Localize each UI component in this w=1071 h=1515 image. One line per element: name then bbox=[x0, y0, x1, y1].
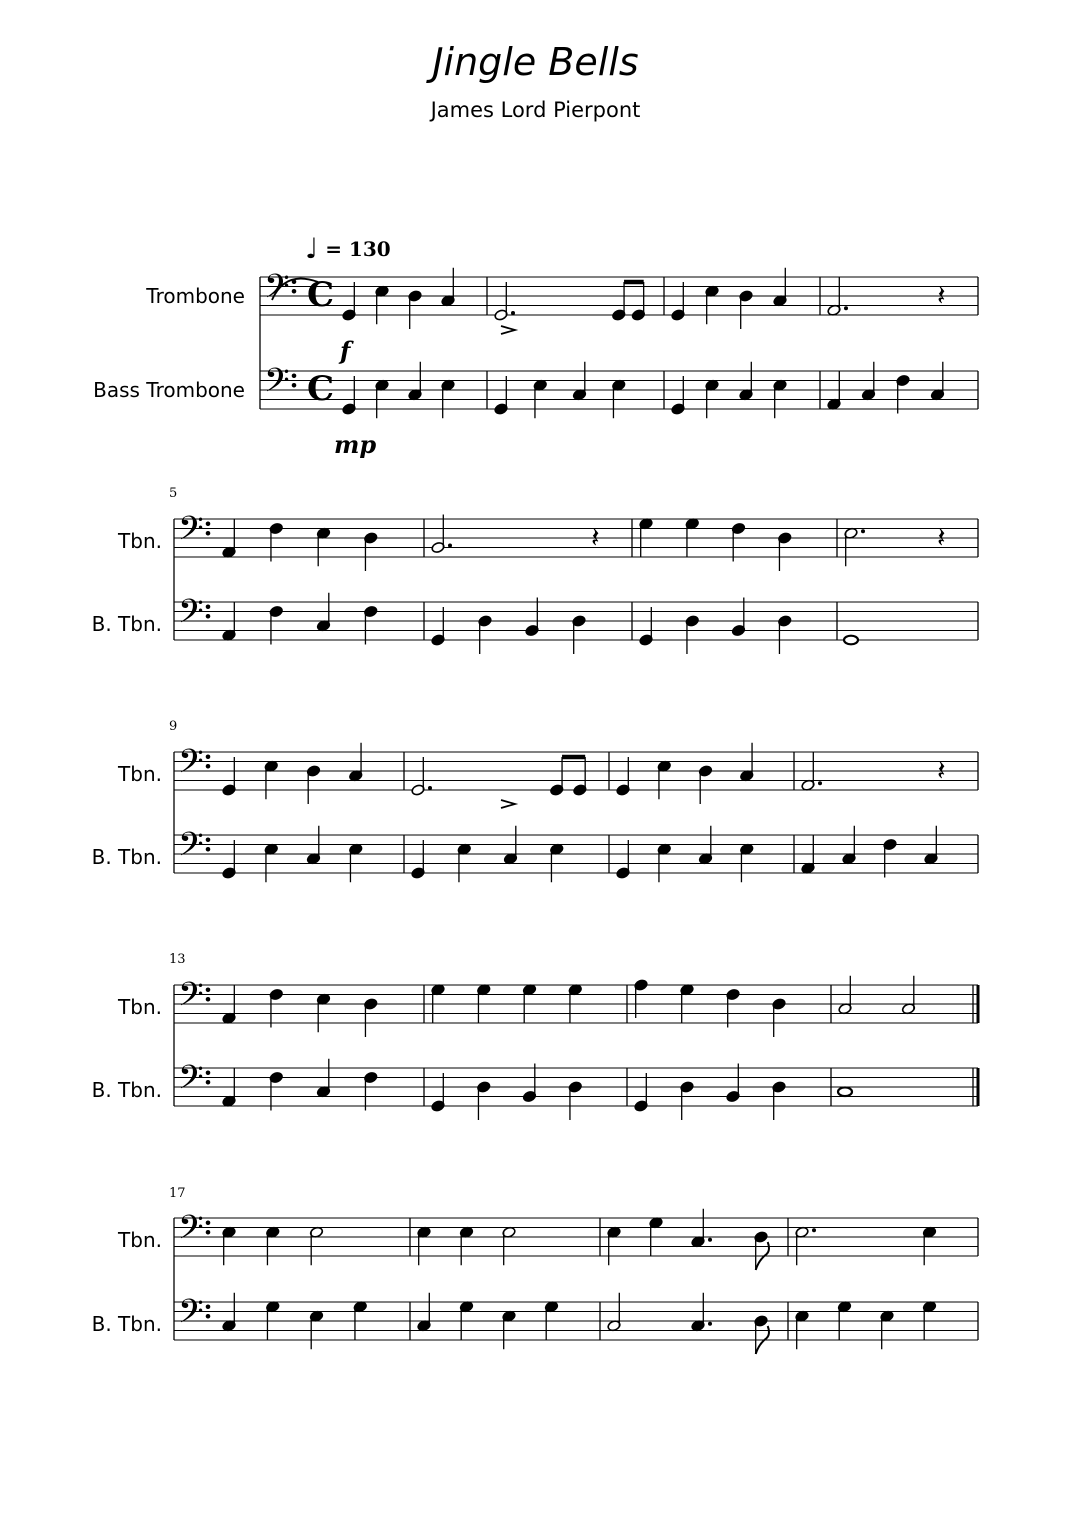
bass-clef-icon: 𝄢 bbox=[264, 268, 290, 314]
quarter-rest-icon: 𝄽 bbox=[937, 279, 946, 312]
clef-dot bbox=[206, 614, 211, 619]
bass-clef-icon: 𝄢 bbox=[178, 510, 204, 556]
clef-dot bbox=[206, 1230, 211, 1235]
dot bbox=[511, 311, 515, 315]
quarter-note-icon: ♩ bbox=[305, 232, 319, 265]
clef-dot bbox=[206, 604, 211, 609]
accent-mark bbox=[501, 326, 515, 334]
clef-dot bbox=[292, 383, 297, 388]
quarter-rest-icon: 𝄽 bbox=[937, 754, 946, 787]
dot bbox=[818, 781, 822, 785]
dot bbox=[428, 786, 432, 790]
clef-dot bbox=[206, 837, 211, 842]
composer-name: James Lord Pierpont bbox=[430, 98, 641, 122]
clef-dot bbox=[206, 764, 211, 769]
measure-number: 17 bbox=[169, 1186, 186, 1201]
clef-dot bbox=[206, 754, 211, 759]
note-head bbox=[838, 1087, 852, 1096]
score-title: Jingle Bells bbox=[432, 40, 639, 84]
bass-clef-icon: 𝄢 bbox=[178, 1059, 204, 1105]
instrument-label-trombone: Trombone bbox=[146, 284, 245, 308]
instrument-short-label-bass-trombone: B. Tbn. bbox=[91, 1312, 162, 1336]
quarter-rest-icon: 𝄽 bbox=[591, 521, 600, 554]
clef-dot bbox=[206, 1304, 211, 1309]
bass-clef-icon: 𝄢 bbox=[178, 1293, 204, 1339]
time-signature: C bbox=[307, 275, 335, 315]
clef-dot bbox=[206, 987, 211, 992]
note-head bbox=[844, 636, 858, 645]
clef-dot bbox=[206, 521, 211, 526]
bass-clef-icon: 𝄢 bbox=[178, 593, 204, 639]
clef-dot bbox=[206, 1314, 211, 1319]
instrument-short-label-trombone: Tbn. bbox=[118, 529, 162, 553]
instrument-short-label-bass-trombone: B. Tbn. bbox=[91, 845, 162, 869]
measure-number: 13 bbox=[169, 952, 186, 967]
dot bbox=[812, 1228, 816, 1232]
time-signature: C bbox=[307, 369, 335, 409]
dot bbox=[844, 306, 848, 310]
clef-dot bbox=[206, 847, 211, 852]
instrument-short-label-bass-trombone: B. Tbn. bbox=[91, 1078, 162, 1102]
tempo-value: = 130 bbox=[325, 237, 391, 261]
bass-clef-icon: 𝄢 bbox=[178, 826, 204, 872]
dot bbox=[708, 1322, 712, 1326]
quarter-rest-icon: 𝄽 bbox=[937, 521, 946, 554]
instrument-short-label-trombone: Tbn. bbox=[118, 995, 162, 1019]
clef-dot bbox=[292, 289, 297, 294]
accent-mark bbox=[501, 800, 515, 808]
clef-dot bbox=[206, 1070, 211, 1075]
dot bbox=[708, 1238, 712, 1242]
clef-dot bbox=[292, 373, 297, 378]
instrument-label-bass-trombone: Bass Trombone bbox=[93, 378, 245, 402]
measure-number: 5 bbox=[169, 486, 178, 501]
clef-dot bbox=[206, 1220, 211, 1225]
bass-clef-icon: 𝄢 bbox=[264, 362, 290, 408]
instrument-short-label-trombone: Tbn. bbox=[118, 762, 162, 786]
bass-clef-icon: 𝄢 bbox=[178, 1209, 204, 1255]
bass-clef-icon: 𝄢 bbox=[178, 743, 204, 789]
dot bbox=[448, 544, 452, 548]
dot bbox=[861, 529, 865, 533]
dynamic-forte: f bbox=[340, 336, 351, 365]
bass-clef-icon: 𝄢 bbox=[178, 976, 204, 1022]
instrument-short-label-bass-trombone: B. Tbn. bbox=[91, 612, 162, 636]
instrument-short-label-trombone: Tbn. bbox=[118, 1228, 162, 1252]
clef-dot bbox=[206, 531, 211, 536]
measure-number: 9 bbox=[169, 719, 178, 734]
clef-dot bbox=[206, 997, 211, 1002]
dynamic-mezzo-piano: mp bbox=[334, 430, 377, 459]
clef-dot bbox=[206, 1080, 211, 1085]
